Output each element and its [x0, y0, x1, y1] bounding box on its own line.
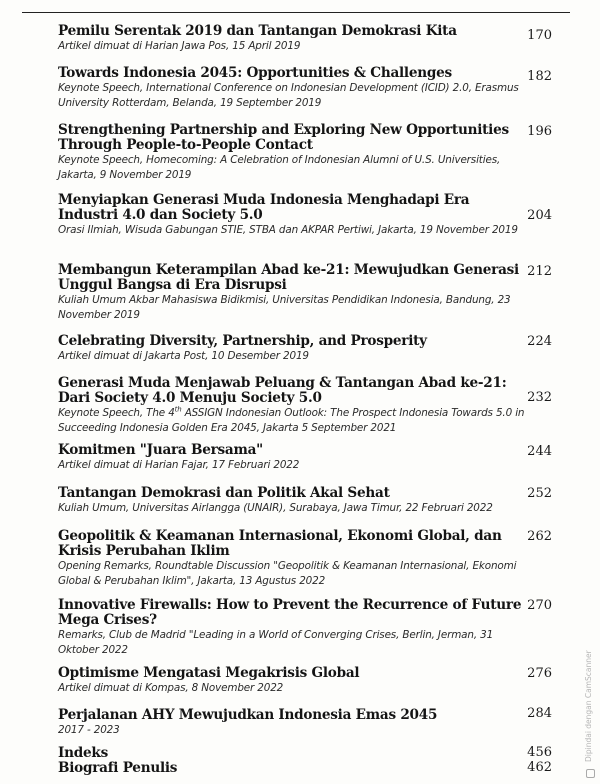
toc-entry: [58, 666, 528, 696]
page-number: 284: [527, 706, 552, 721]
entry-title: Biografi Penulis: [58, 760, 178, 776]
entry-subtitle: 2017 - 2023: [58, 724, 120, 736]
page-number: 204: [527, 208, 552, 223]
page-number: 462: [527, 760, 552, 775]
entry-subtitle: Artikel dimuat di Jakarta Post, 10 Desember 2019: [58, 350, 309, 362]
entry-title: Perjalanan AHY Mewujudkan Indonesia Emas 2045: [58, 707, 438, 723]
page-number: 182: [527, 69, 552, 84]
page-number: 232: [527, 390, 552, 405]
toc-entry: [58, 193, 528, 238]
entry-subtitle: [58, 406, 528, 436]
toc-entry: [58, 263, 528, 323]
page-number: 224: [527, 334, 552, 349]
entry-subtitle: Artikel dimuat di Harian Jawa Pos, 15 April 2019: [58, 40, 301, 52]
entry-subtitle: Kuliah Umum, Universitas Airlangga (UNAIR), Surabaya, Jawa Timur, 22 Februari 2022: [58, 502, 493, 514]
toc-entry: [58, 123, 528, 183]
toc-entry: [58, 334, 528, 364]
page-number: 456: [527, 745, 552, 760]
entry-subtitle: Opening Remarks, Roundtable Discussion "Geopolitik & Keamanan Internasional, Ekonomi Global & Perubahan Iklim", Jakarta, 13 Agustus 2022: [58, 560, 517, 587]
entry-subtitle-part: ASSIGN Indonesian Outlook: The Prospect Indonesia Towards 5.0 in Succeeding Indonesia Golden Era 2045, Jakarta 5 September 2021: [58, 407, 525, 434]
entry-title: Komitmen "Juara Bersama": [58, 442, 264, 458]
page-number: 276: [527, 666, 552, 681]
entry-subtitle: Orasi Ilmiah, Wisuda Gabungan STIE, STBA dan AKPAR Pertiwi, Jakarta, 19 November 2019: [58, 224, 518, 236]
entry-title: Generasi Muda Menjawab Peluang & Tantangan Abad ke-21: Dari Society 4.0 Menuju Society 5.0: [58, 375, 507, 406]
toc-entry: [58, 376, 528, 436]
page-number: 212: [527, 264, 552, 279]
entry-subtitle: Keynote Speech, Homecoming: A Celebration of Indonesian Alumni of U.S. Universities, Jakarta, 9 November 2019: [58, 154, 501, 181]
entry-subtitle: Artikel dimuat di Harian Fajar, 17 Februari 2022: [58, 459, 300, 471]
ordinal-superscript: th: [174, 405, 182, 414]
toc-entry: [58, 761, 528, 776]
entry-title: Membangun Keterampilan Abad ke-21: Mewujudkan Generasi Unggul Bangsa di Era Disrupsi: [58, 262, 519, 293]
entry-title: Indeks: [58, 745, 108, 761]
toc-entry: [58, 708, 528, 738]
entry-subtitle: Artikel dimuat di Kompas, 8 November 2022: [58, 682, 284, 694]
entry-title: Towards Indonesia 2045: Opportunities & Challenges: [58, 65, 452, 81]
toc-entry: [58, 24, 528, 54]
entry-title: Menyiapkan Generasi Muda Indonesia Menghadapi Era Industri 4.0 dan Society 5.0: [58, 192, 470, 223]
entry-title: Geopolitik & Keamanan Internasional, Ekonomi Global, dan Krisis Perubahan Iklim: [58, 528, 502, 559]
entry-subtitle: Remarks, Club de Madrid "Leading in a World of Converging Crises, Berlin, Jerman, 31 Oktober 2022: [58, 629, 494, 656]
entry-title: Pemilu Serentak 2019 dan Tantangan Demokrasi Kita: [58, 23, 457, 39]
entry-subtitle: Keynote Speech, International Conference on Indonesian Development (ICID) 2.0, Erasmus University Rotterdam, Belanda, 19 September 2019: [58, 82, 519, 109]
entry-title: Strengthening Partnership and Exploring New Opportunities Through People-to-People Contact: [58, 122, 509, 153]
entry-title: Tantangan Demokrasi dan Politik Akal Sehat: [58, 485, 390, 501]
toc-entry: [58, 598, 528, 658]
page-number: 244: [527, 444, 552, 459]
toc-entry: [58, 66, 528, 111]
page-number: 270: [527, 598, 552, 613]
entry-title: Celebrating Diversity, Partnership, and Prosperity: [58, 333, 427, 349]
page-number: 252: [527, 486, 552, 501]
toc-entry: [58, 443, 528, 473]
watermark-text: Dipindai dengan CamScanner: [584, 650, 593, 762]
scanner-watermark: [584, 640, 598, 780]
toc-entry: [58, 486, 528, 516]
entry-subtitle: Kuliah Umum Akbar Mahasiswa Bidikmisi, Universitas Pendidikan Indonesia, Bandung, 23 November 2019: [58, 294, 511, 321]
page-number: 170: [527, 28, 552, 43]
entry-title: Innovative Firewalls: How to Prevent the Recurrence of Future Mega Crises?: [58, 597, 522, 628]
toc-entry: [58, 529, 528, 589]
page-number: 262: [527, 529, 552, 544]
entry-subtitle-part: Keynote Speech, The 4: [58, 407, 175, 419]
toc-entry: [58, 746, 528, 761]
page-number: 196: [527, 124, 552, 139]
entry-title: Optimisme Mengatasi Megakrisis Global: [58, 665, 360, 681]
camscanner-logo-icon: [586, 769, 595, 778]
